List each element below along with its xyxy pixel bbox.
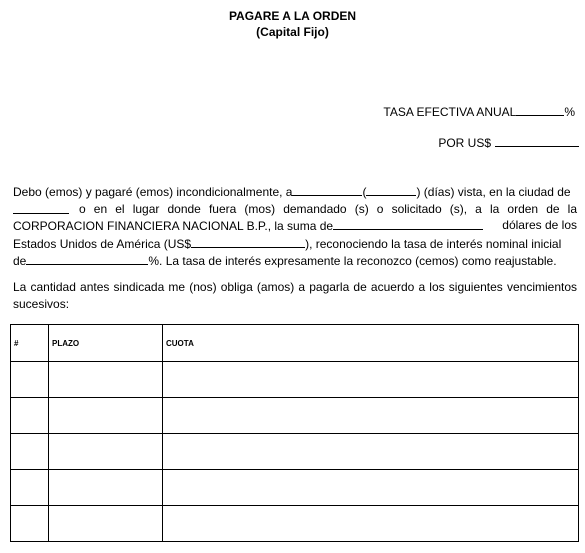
- header-cuota: CUOTA: [163, 325, 579, 362]
- cell-number: [11, 434, 49, 470]
- amount-line: [438, 134, 579, 150]
- cell-plazo: [49, 470, 163, 506]
- text-fragment: ) (días) vista, en la ciudad de: [416, 185, 571, 199]
- cell-number: [11, 506, 49, 542]
- cell-cuota: [163, 362, 579, 398]
- cell-cuota: [163, 470, 579, 506]
- cell-number: [11, 398, 49, 434]
- paragraph-line: [13, 252, 577, 270]
- text-fragment: CORPORACION FINANCIERA NACIONAL B.P., la suma de: [13, 219, 334, 233]
- paragraph-line: [13, 235, 577, 253]
- rate-suffix: %: [564, 105, 575, 119]
- sum-number-blank: [191, 235, 305, 248]
- text-fragment: de: [13, 254, 27, 268]
- days-blank: [292, 183, 362, 196]
- intro-line: La cantidad antes sindicada me (nos) obliga (amos) a pagarla de acuerdo a los siguientes vencimientos: [13, 280, 577, 294]
- sum-words-blank: [333, 217, 483, 230]
- text-fragment: (: [362, 185, 367, 199]
- payment-schedule-table: [10, 324, 579, 542]
- table-row: [11, 470, 579, 506]
- text-fragment: %. La tasa de interés expresamente la reconozco (cemos) como reajustable.: [148, 254, 557, 268]
- cell-cuota: [163, 506, 579, 542]
- amount-label: POR US$: [438, 136, 491, 150]
- amount-blank: [495, 134, 579, 147]
- cell-number: [11, 362, 49, 398]
- text-fragment: Debo (emos) y pagaré (emos) incondicionalmente, a: [13, 185, 293, 199]
- cell-cuota: [163, 434, 579, 470]
- document-subtitle: (Capital Fijo): [256, 25, 329, 39]
- paragraph-line: [13, 183, 577, 201]
- document-title: PAGARE A LA ORDEN: [228, 9, 357, 23]
- cell-plazo: [49, 398, 163, 434]
- cell-cuota: [163, 398, 579, 434]
- rate-blank: [516, 103, 564, 116]
- main-paragraph: [13, 183, 577, 270]
- table-row: [11, 362, 579, 398]
- text-fragment: ), reconociendo la tasa de interés nominal inicial: [305, 236, 562, 251]
- city-blank: [13, 201, 69, 214]
- header-plazo: PLAZO: [49, 325, 163, 362]
- table-header-row: [11, 325, 579, 362]
- text-fragment: dólares de los: [502, 218, 577, 232]
- rate-line: [383, 103, 575, 119]
- rate-label: TASA EFECTIVA ANUAL: [383, 105, 517, 119]
- table-row: [11, 434, 579, 470]
- schedule-intro: [13, 279, 577, 312]
- paragraph-line: [13, 201, 577, 218]
- days-words-blank: [366, 183, 416, 196]
- intro-line: sucesivos:: [13, 296, 70, 311]
- cell-plazo: [49, 362, 163, 398]
- paragraph-line: [13, 217, 577, 235]
- interest-rate-blank: [26, 252, 148, 265]
- cell-number: [11, 470, 49, 506]
- text-fragment: o en el lugar donde fuera (mos) demandado (s) o solicitado (s), a la orden de la: [79, 201, 577, 216]
- table-row: [11, 398, 579, 434]
- cell-plazo: [49, 506, 163, 542]
- cell-plazo: [49, 434, 163, 470]
- text-fragment: Estados Unidos de América (US$: [13, 236, 192, 251]
- table-row: [11, 506, 579, 542]
- header-number: #: [11, 325, 49, 362]
